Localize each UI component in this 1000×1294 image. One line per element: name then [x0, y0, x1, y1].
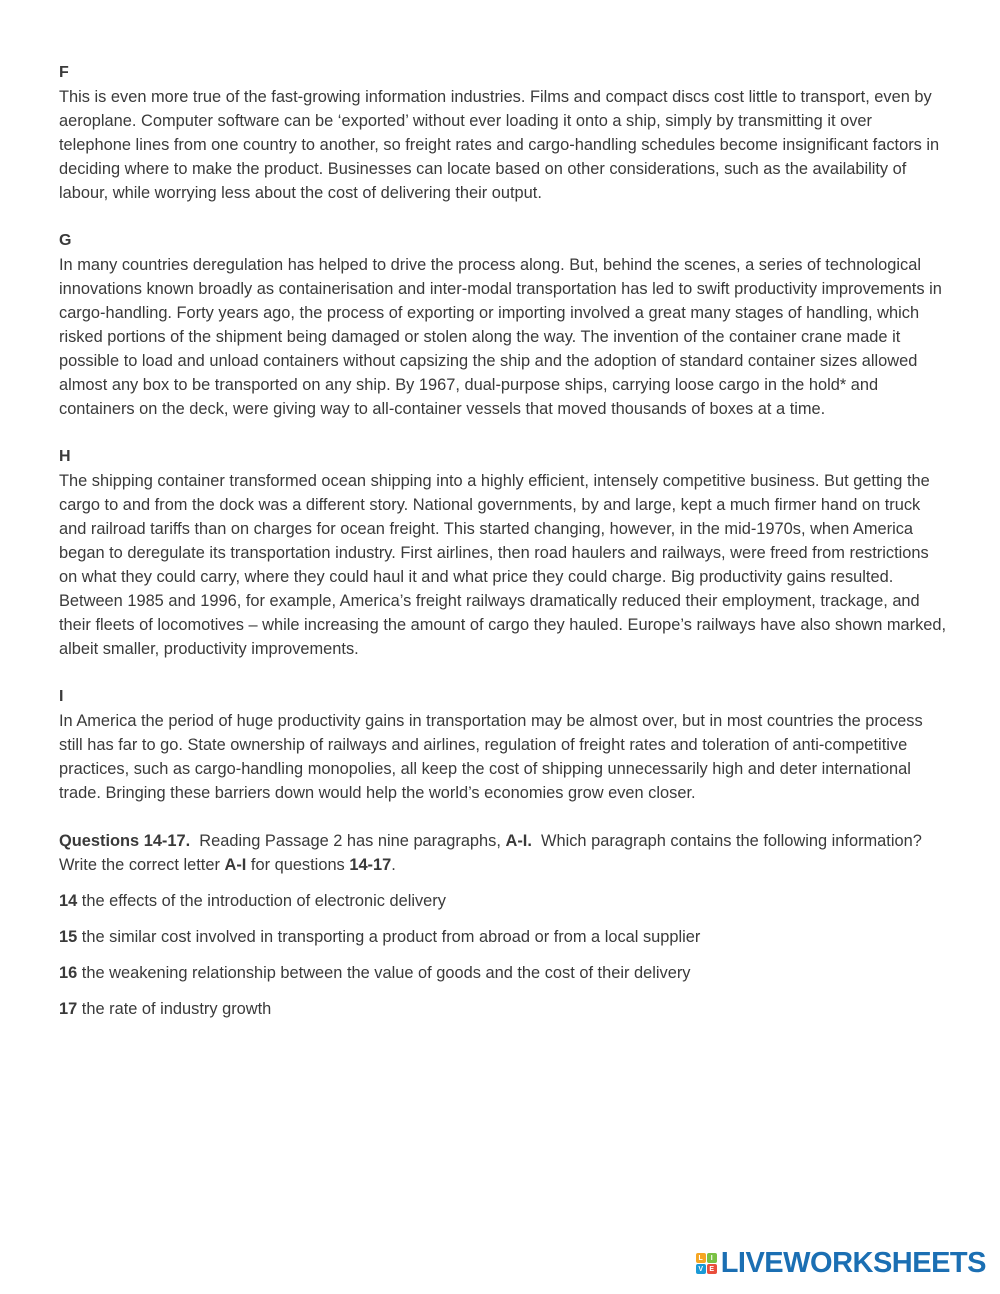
document-page: [59, 61, 947, 1033]
paragraph-f: [59, 61, 947, 205]
paragraph-text: In many countries deregulation has helped to drive the process along. But, behind the scenes, a series of technological innovations known broadly as containerisation and inter-modal transportation has led to swift productivity improvements in cargo-handling. Forty years ago, the process of exporting or importing involved a great many stages of handling, which risked portions of the shipment being damaged or stolen along the way. The invention of the container crane made it possible to load and unload containers without capsizing the ship and the adoption of standard container sizes allowed almost any box to be transported on any ship. By 1967, dual-purpose ships, carrying loose cargo in the hold* and containers on the deck, were giving way to all-container vessels that moved thousands of boxes at a time.: [59, 256, 942, 418]
question-range: 14-17: [349, 856, 392, 874]
question-text: the rate of industry growth: [81, 1000, 272, 1018]
question-text: the weakening relationship between the value of goods and the cost of their delivery: [81, 964, 691, 982]
liveworksheets-logo[interactable]: [696, 1247, 986, 1280]
paragraph-text: In America the period of huge productivity gains in transportation may be almost over, but in most countries the process still has far to go. State ownership of railways and airlines, regulation of freight rates and toleration of anti-competitive practices, such as cargo-handling monopolies, all keep the cost of shipping unnecessarily high and deter international trade. Bringing these barriers down would help the world’s economies grow even closer.: [59, 712, 923, 802]
question-item: [59, 889, 947, 913]
paragraph-text: The shipping container transformed ocean shipping into a highly efficient, intensely competitive business. But getting the cargo to and from the dock was a different story. National governments, by and large, kept a much firmer hand on truck and railroad tariffs than on charges for ocean freight. This started changing, however, in the mid-1970s, when America began to deregulate its transportation industry. First airlines, then road haulers and railways, were freed from restrictions on what they could carry, where they could haul it and what price they could charge. Big productivity gains resulted. Between 1985 and 1996, for example, America’s freight railways dramatically reduced their employment, trackage, and their fleets of locomotives – while increasing the amount of cargo they hauled. Europe’s railways have also shown marked, albeit smaller, productivity improvements.: [59, 472, 947, 658]
question-text: the effects of the introduction of electronic delivery: [81, 892, 446, 910]
paragraph-range: A-I.: [505, 832, 532, 850]
question-number: 17: [59, 1000, 78, 1018]
instructions-text: Which paragraph contains the following information? Write the correct letter: [59, 832, 922, 874]
paragraph-letter: H: [59, 448, 71, 465]
paragraph-letter: I: [59, 688, 64, 705]
logo-tile: V: [696, 1264, 706, 1274]
questions-instructions: [59, 829, 947, 877]
logo-tile: L: [696, 1253, 706, 1263]
question-item: [59, 997, 947, 1021]
letter-range: A-I: [224, 856, 247, 874]
question-number: 15: [59, 928, 78, 946]
question-text: the similar cost involved in transporting a product from abroad or from a local supplier: [81, 928, 701, 946]
paragraph-letter: G: [59, 232, 72, 249]
logo-tile: E: [707, 1264, 717, 1274]
paragraph-letter: F: [59, 64, 69, 81]
question-number: 16: [59, 964, 78, 982]
paragraph-i: [59, 685, 947, 805]
logo-icon: [696, 1253, 717, 1274]
logo-text: LIVEWORKSHEETS: [720, 1247, 986, 1279]
instructions-text: Reading Passage 2 has nine paragraphs,: [199, 832, 501, 850]
questions-heading: Questions 14-17.: [59, 832, 191, 850]
instructions-text: for questions: [250, 856, 345, 874]
question-number: 14: [59, 892, 78, 910]
logo-tile: I: [707, 1253, 717, 1263]
paragraph-g: [59, 229, 947, 421]
paragraph-text: This is even more true of the fast-growing information industries. Films and compact discs cost little to transport, even by aeroplane. Computer software can be ‘exported’ without ever loading it onto a ship, simply by transmitting it over telephone lines from one country to another, so freight rates and cargo-handling schedules become insignificant factors in deciding where to make the product. Businesses can locate based on other considerations, such as the availability of labour, while worrying less about the cost of delivering their output.: [59, 88, 940, 202]
question-item: [59, 961, 947, 985]
paragraph-h: [59, 445, 947, 661]
question-list: [59, 889, 947, 1021]
question-item: [59, 925, 947, 949]
instructions-end: .: [391, 856, 396, 874]
